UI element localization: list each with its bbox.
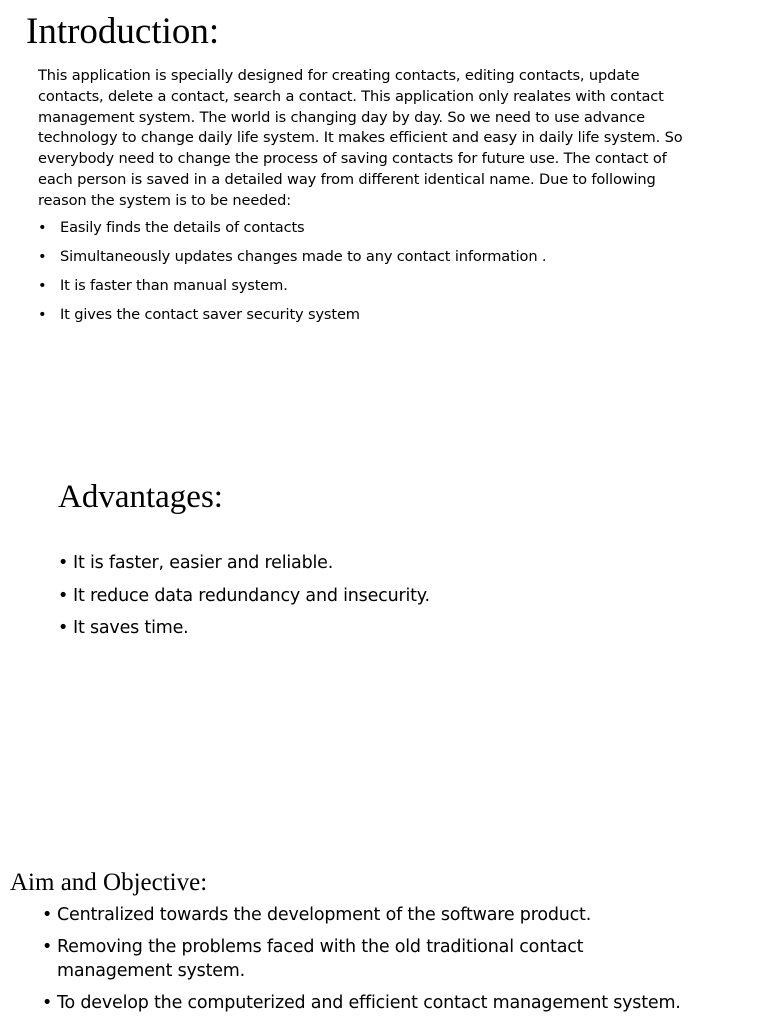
paragraph-line: everybody need to change the process of saving contacts for future use. The contact of [38,150,667,168]
list-item [58,614,430,647]
list-item [42,903,681,927]
paragraph-line: This application is specially designed for creating contacts, editing contacts, update [38,67,640,84]
list-item-text: It saves time. [73,618,189,638]
bullet-icon: • [42,937,53,957]
list-item [38,245,546,274]
introduction-bullet-list [38,216,546,332]
list-item-text: It is faster than manual system. [60,277,288,294]
paragraph-line: technology to change daily life system. It makes efficient and easy in daily life system. So [38,129,683,147]
list-item [38,274,546,303]
list-item [58,582,430,615]
bullet-icon: • [38,306,47,323]
list-item [38,216,546,245]
list-item-text: It is faster, easier and reliable. [73,553,334,573]
introduction-paragraph [38,66,738,212]
bullet-icon: • [42,905,53,925]
bullet-icon: • [58,553,69,573]
list-item-text: Simultaneously updates changes made to any contact information . [60,248,547,265]
paragraph-line: reason the system is to be needed: [38,191,292,209]
list-item-text: It reduce data redundancy and insecurity. [73,585,430,606]
list-item-text [42,903,681,927]
bullet-icon: • [58,618,69,638]
list-item [42,935,681,983]
list-item [42,991,681,1015]
bullet-icon: • [38,277,47,294]
aim-bullet-list [42,903,681,1023]
list-item-text [42,935,681,983]
advantages-bullet-list [58,549,430,647]
aim-objective-heading: Aim and Objective: [10,869,208,896]
list-item-line: management system. [57,961,246,981]
bullet-icon: • [38,248,47,265]
list-item-text: It gives the contact saver security system [60,306,360,323]
list-item-line: Centralized towards the development of the software product. [57,905,592,925]
paragraph-line: each person is saved in a detailed way from different identical name. Due to following [38,170,656,188]
list-item-text [42,991,681,1015]
list-item-text: Easily finds the details of contacts [60,219,305,236]
list-item [58,549,430,582]
paragraph-line: management system. The world is changing day by day. So we need to use advance [38,108,645,126]
bullet-icon: • [58,585,69,606]
bullet-icon: • [42,993,53,1013]
paragraph-line: contacts, delete a contact, search a contact. This application only realates with contact [38,87,664,105]
list-item-line: To develop the computerized and efficient contact management system. [57,993,681,1013]
list-item-line: Removing the problems faced with the old traditional contact [57,937,584,957]
advantages-heading: Advantages: [58,479,223,515]
introduction-heading: Introduction: [26,11,220,52]
bullet-icon: • [38,219,47,236]
list-item [38,303,546,332]
